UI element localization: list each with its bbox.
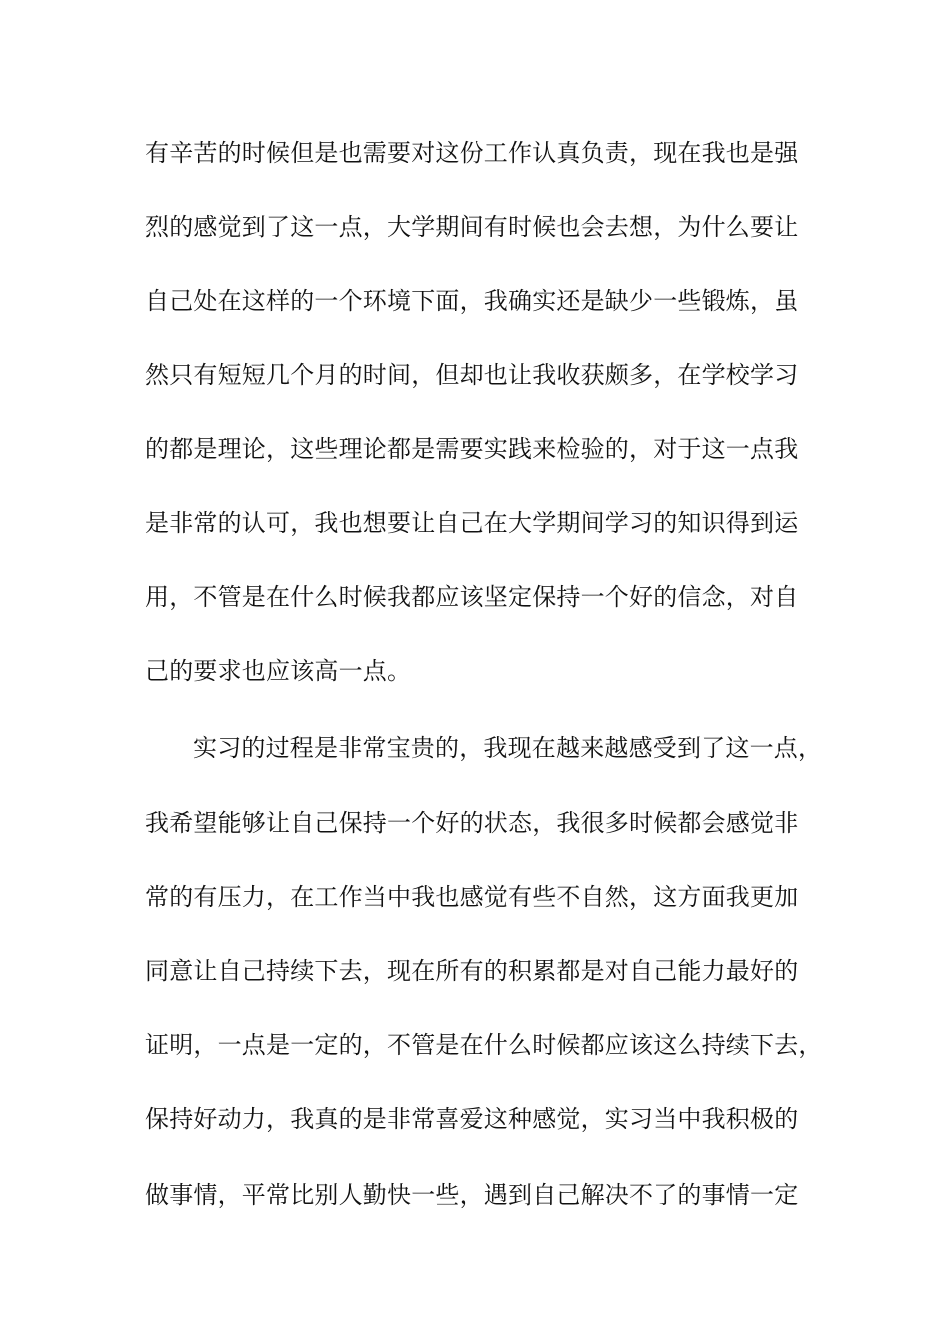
text-line: 证明，一点是一定的，不管是在什么时候都应该这么持续下去， [145, 1031, 823, 1059]
text-line: 同意让自己持续下去，现在所有的积累都是对自己能力最好的 [145, 957, 799, 985]
text-line: 常的有压力，在工作当中我也感觉有些不自然，这方面我更加 [145, 883, 799, 911]
text-line-indented: 实习的过程是非常宝贵的，我现在越来越感受到了这一点， [193, 734, 823, 762]
text-line: 用，不管是在什么时候我都应该坚定保持一个好的信念，对自 [145, 583, 799, 611]
text-line: 我希望能够让自己保持一个好的状态，我很多时候都会感觉非 [145, 809, 799, 837]
text-line: 烈的感觉到了这一点，大学期间有时候也会去想，为什么要让 [145, 213, 799, 241]
text-line: 自己处在这样的一个环境下面，我确实还是缺少一些锻炼，虽 [145, 287, 799, 315]
text-line: 有辛苦的时候但是也需要对这份工作认真负责，现在我也是强 [145, 139, 799, 167]
text-line: 是非常的认可，我也想要让自己在大学期间学习的知识得到运 [145, 509, 799, 537]
text-line: 保持好动力，我真的是非常喜爱这种感觉，实习当中我积极的 [145, 1105, 799, 1133]
text-line: 然只有短短几个月的时间，但却也让我收获颇多，在学校学习 [145, 361, 799, 389]
text-line: 的都是理论，这些理论都是需要实践来检验的，对于这一点我 [145, 435, 799, 463]
text-line: 做事情，平常比别人勤快一些，遇到自己解决不了的事情一定 [145, 1181, 799, 1209]
text-line: 己的要求也应该高一点。 [145, 657, 412, 685]
